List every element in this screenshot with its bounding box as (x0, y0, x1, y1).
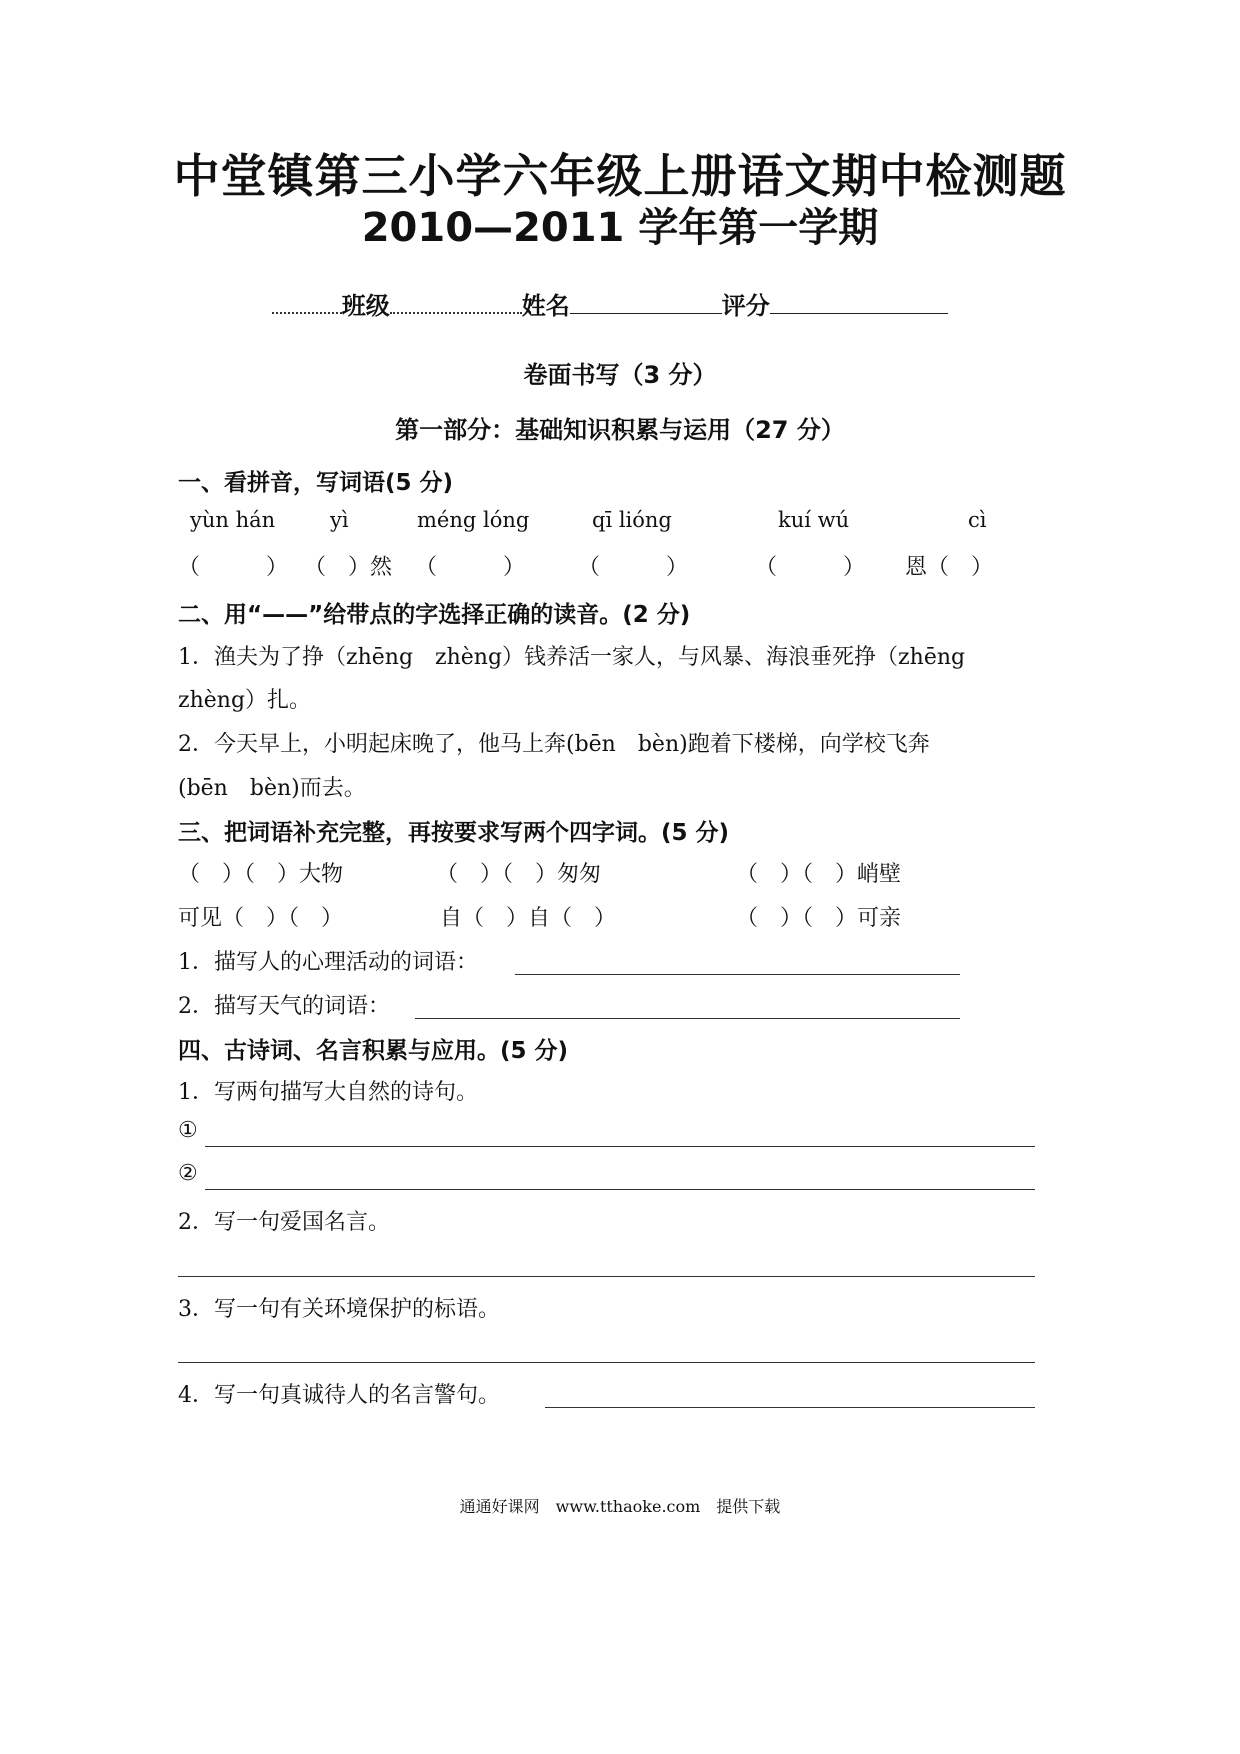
name-label: 姓名 (521, 292, 570, 320)
student-info-row (255, 258, 948, 321)
q3-row1-item2[interactable]: （ ）（ ）匆匆 (436, 862, 602, 887)
blank-2[interactable]: （ ）然 (304, 555, 393, 580)
name-blank[interactable] (570, 309, 722, 314)
score-blank[interactable] (770, 309, 948, 314)
q2-sentence-1a: 1．渔夫为了挣（zhēng zhèng）钱养活一家人，与风暴、海浪垂死挣（zhēng (178, 645, 966, 670)
q3-row1-item1[interactable]: （ ）（ ）大物 (178, 862, 344, 887)
q3-row2-item1[interactable]: 可见（ ）（ ） (178, 906, 344, 931)
q2-sentence-2a: 2．今天早上，小明起床晚了，他马上奔(bēn bèn)跑着下楼梯，向学校飞奔 (178, 732, 930, 757)
circle-two-marker: ② (178, 1161, 198, 1186)
q1-heading: 一、看拼音，写词语(5 分) (178, 470, 454, 496)
q4-item1-answer-1[interactable] (205, 1146, 1035, 1147)
q4-item3-answer[interactable] (178, 1362, 1035, 1363)
blank-1[interactable]: （ ） (178, 555, 289, 580)
blank-6[interactable]: 恩（ ） (905, 555, 994, 580)
pinyin-1: yùn hán (190, 508, 276, 532)
q2-heading: 二、用“——”给带点的字选择正确的读音。(2 分) (178, 602, 691, 628)
blank-5[interactable]: （ ） (755, 555, 866, 580)
blank-4[interactable]: （ ） (578, 555, 689, 580)
q4-heading: 四、古诗词、名言积累与应用。(5 分) (178, 1038, 569, 1064)
q4-item2-answer[interactable] (178, 1276, 1035, 1277)
leading-dots (272, 308, 342, 314)
q3-line2-label: 2．描写天气的词语： (178, 994, 390, 1019)
page-subtitle: 2010—2011 学年第一学期 (361, 205, 879, 251)
q3-line2-answer[interactable] (415, 1018, 960, 1019)
q3-line1-answer[interactable] (515, 974, 960, 975)
q3-line1-label: 1．描写人的心理活动的词语： (178, 950, 478, 975)
q2-sentence-1b: zhèng）扎。 (178, 688, 312, 713)
pinyin-6: cì (968, 508, 987, 532)
circle-one-marker: ① (178, 1118, 198, 1143)
pinyin-4: qī lióng (592, 508, 672, 532)
score-label: 评分 (721, 292, 770, 320)
q4-item4: 4．写一句真诚待人的名言警句。 (178, 1383, 500, 1408)
q4-item2: 2．写一句爱国名言。 (178, 1210, 390, 1235)
page-footer: 通通好课网 www.tthaoke.com 提供下载 (459, 1497, 781, 1516)
q3-heading: 三、把词语补充完整，再按要求写两个四字词。(5 分) (178, 820, 730, 846)
q2-sentence-2b: (bēn bèn)而去。 (178, 776, 366, 801)
q4-item4-answer[interactable] (545, 1407, 1035, 1408)
handwriting-heading: 卷面书写（3 分） (523, 361, 717, 389)
pinyin-2: yì (330, 508, 349, 532)
page-title: 中堂镇第三小学六年级上册语文期中检测题 (173, 149, 1067, 203)
blank-3[interactable]: （ ） (415, 555, 526, 580)
pinyin-3: méng lóng (417, 508, 530, 532)
q3-row2-item3[interactable]: （ ）（ ）可亲 (736, 906, 902, 931)
class-label: 班级 (341, 292, 390, 320)
q3-row1-item3[interactable]: （ ）（ ）峭壁 (736, 862, 902, 887)
q4-item3: 3．写一句有关环境保护的标语。 (178, 1297, 500, 1322)
q4-item1-answer-2[interactable] (205, 1189, 1035, 1190)
pinyin-5: kuí wú (778, 508, 850, 532)
part1-heading: 第一部分：基础知识积累与运用（27 分） (395, 416, 845, 444)
q3-row2-item2[interactable]: 自（ ）自（ ） (440, 906, 617, 931)
class-blank[interactable] (390, 308, 522, 314)
q4-item1: 1．写两句描写大自然的诗句。 (178, 1080, 478, 1105)
